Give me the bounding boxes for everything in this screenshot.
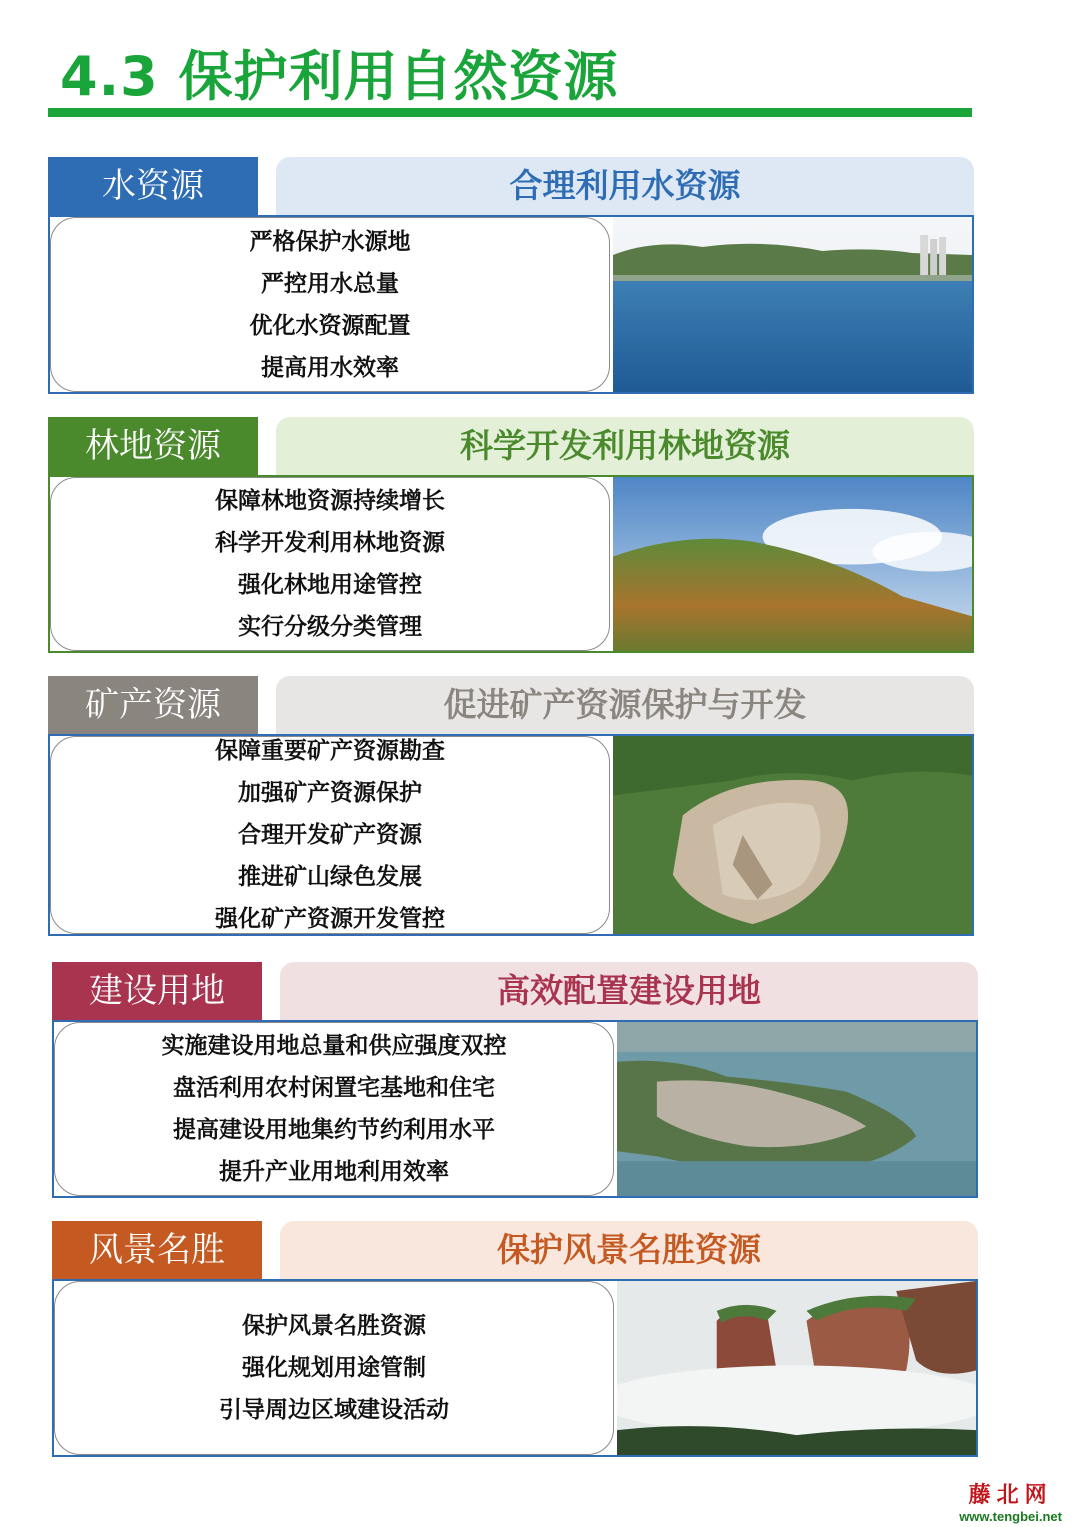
section-body [48,215,974,394]
section-tag: 林地资源 [48,417,258,475]
section-heading: 科学开发利用林地资源 [276,417,974,475]
list-item: 严格保护水源地 [249,228,411,255]
list-item: 合理开发矿产资源 [238,822,422,848]
section-tag: 矿产资源 [48,676,258,734]
list-item: 提高建设用地集约节约利用水平 [173,1117,495,1143]
section-heading: 合理利用水资源 [276,157,974,215]
watermark-url: www.tengbei.net [959,1509,1062,1524]
village-peninsula-photo [617,1022,976,1196]
item-list [50,736,610,934]
lake-photo [613,217,972,392]
list-item: 保护风景名胜资源 [242,1313,426,1339]
section-body [48,475,974,653]
quarry-photo [613,736,972,934]
section-tag: 水资源 [48,157,258,215]
list-item: 推进矿山绿色发展 [238,864,422,890]
list-item: 加强矿产资源保护 [238,780,422,806]
section-scenic [52,1221,978,1457]
section-heading: 促进矿产资源保护与开发 [276,676,974,734]
item-list [54,1022,614,1196]
section-minerals [48,676,974,936]
item-list [50,217,610,392]
list-item: 引导周边区域建设活动 [219,1397,449,1423]
section-water [48,157,974,394]
item-list [50,477,610,651]
section-body [48,734,974,936]
list-item: 实施建设用地总量和供应强度双控 [161,1033,507,1059]
section-construction-land [52,962,978,1198]
list-item: 强化规划用途管制 [242,1355,426,1381]
list-item: 强化矿产资源开发管控 [215,906,445,932]
list-item: 保障林地资源持续增长 [215,488,445,514]
list-item: 提升产业用地利用效率 [219,1159,449,1185]
title-divider [48,108,972,117]
watermark [959,1478,1062,1524]
list-item: 科学开发利用林地资源 [215,530,445,556]
section-body [52,1279,978,1457]
section-heading: 高效配置建设用地 [280,962,978,1020]
section-body [52,1020,978,1198]
list-item: 提高用水效率 [261,354,399,381]
list-item: 优化水资源配置 [249,312,411,339]
section-forest [48,417,974,653]
forest-photo [613,477,972,651]
page-title: 4.3 保护利用自然资源 [60,45,619,108]
list-item: 保障重要矿产资源勘查 [215,738,445,764]
list-item: 实行分级分类管理 [238,614,422,640]
list-item: 盘活利用农村闲置宅基地和住宅 [173,1075,495,1101]
section-tag: 建设用地 [52,962,262,1020]
section-tag: 风景名胜 [52,1221,262,1279]
item-list [54,1281,614,1455]
watermark-name: 藤北网 [968,1482,1053,1508]
misty-cliffs-photo [617,1281,976,1455]
list-item: 强化林地用途管控 [238,572,422,598]
list-item: 严控用水总量 [261,270,399,297]
section-heading: 保护风景名胜资源 [280,1221,978,1279]
